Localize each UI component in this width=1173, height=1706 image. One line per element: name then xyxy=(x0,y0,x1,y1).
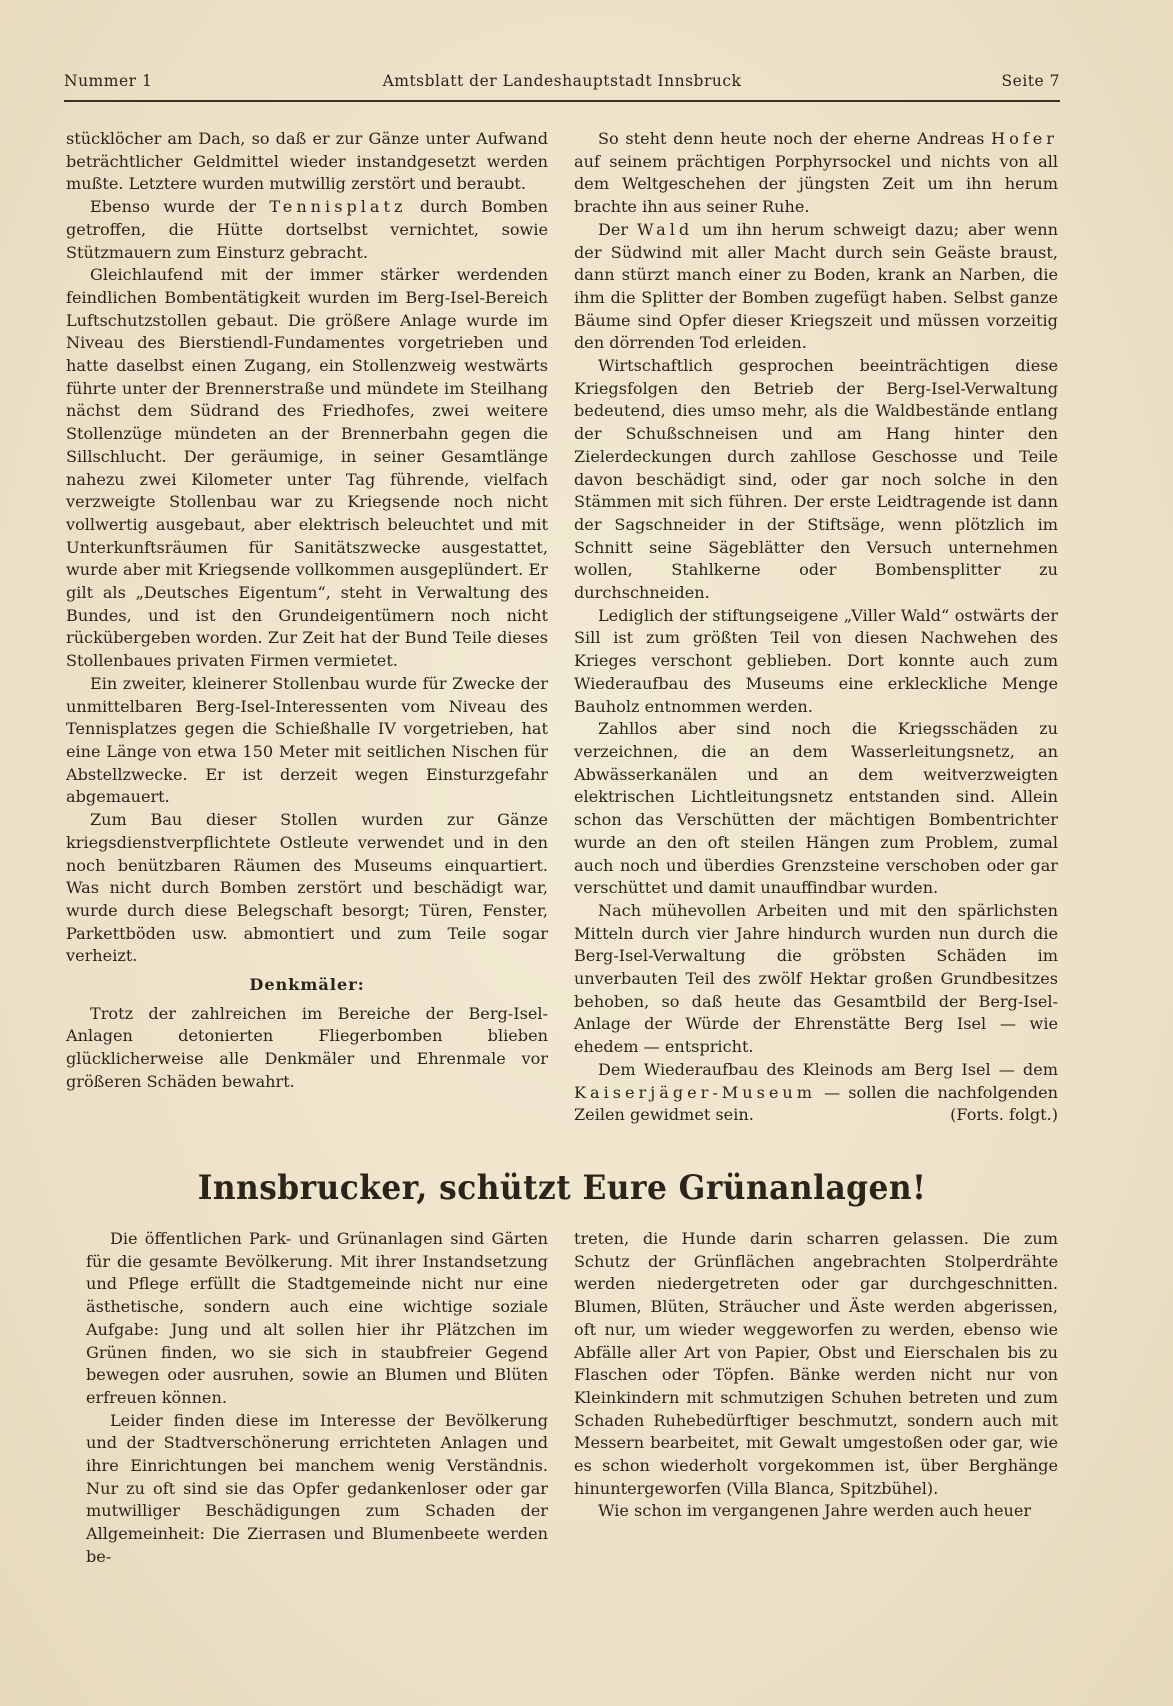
article2-headline: Innsbrucker, schützt Eure Grünanlagen! xyxy=(197,1168,927,1208)
paragraph: Zum Bau dieser Stollen wurden zur Gänze kriegsdienstverpflichtete Ostleute verwendet und in den noch benützbaren Räumen des Museums einquartiert. Was nicht durch Bomben zerstört und beschädigt war, wurde durch diese Belegschaft besorgt; Türen, Fenster, Parkettböden usw. abmontiert und zum Teile sogar verheizt. xyxy=(66,810,548,966)
paragraph: treten, die Hunde darin scharren gelassen. Die zum Schutz der Grünflächen angebrachten Stolperdrähte werden niedergetreten oder gar durchgeschnitten. Blumen, Blüten, Sträucher und Äste werden abgerissen, oft nur, um wieder weggeworfen zu werden, ebenso wie Abfälle aller Art von Papier, Obst und Eierschalen bis zu Flaschen oder Töpfen. Bänke werden nicht nur von Kleinkindern mit schmutzigen Schuhen betreten und zum Schaden Ruhebedürftiger beschmutzt, sondern auch mit Messern bearbeitet, mit Gewalt umgestoßen oder gar, wie es schon wiederholt vorgekommen ist, über Berghänge hinuntergeworfen (Villa Blanca, Spitzbühel). xyxy=(574,1229,1058,1498)
paragraph: Wirtschaftlich gesprochen beeinträchtigen diese Kriegsfolgen den Betrieb der Berg-Isel-Verwaltung bedeutend, dies umso mehr, als die Waldbestände entlang der Schußschneisen und am Hang hinter den Zielerdeckungen durch zahllose Geschosse und Teile davon beschädigt sind, oder gar noch solche in den Stämmen mit sich führen. Der erste Leidtragende ist dann der Sagschneider in der Stiftsäge, wenn plötzlich im Schnitt seine Sägeblätter den Versuch unternehmen wollen, Stahlkerne oder Bombensplitter zu durchschneiden. xyxy=(574,356,1058,603)
paragraph: Ein zweiter, kleinerer Stollenbau wurde für Zwecke der unmittelbaren Berg-Isel-Interessenten vom Niveau des Tennisplatzes gegen die Schießhalle IV vorgetrieben, hat eine Länge von etwa 150 Meter mit seitlichen Nischen für Abstellzwecke. Er ist derzeit wegen Einsturzgefahr abgemauert. xyxy=(66,673,548,807)
article2-column-left xyxy=(86,1228,548,1569)
paragraph xyxy=(574,128,1058,219)
continuation-note: (Forts. folgt.) xyxy=(950,1105,1058,1125)
paragraph: Leider finden diese im Interesse der Bevölkerung und der Stadtverschönerung errichteten Anlagen und ihre Einrichtungen bei manchem wenig Verständnis. Nur zu oft sind sie das Opfer gedankenloser oder gar mutwilliger Beschädigungen zum Schaden der Allgemeinheit: Die Zierrasen und Blumenbeete werden be- xyxy=(86,1410,548,1566)
emphasized-term: Tennisplatz xyxy=(269,197,407,217)
text-run: um ihn herum schweigt dazu; aber wenn der Südwind mit aller Macht durch sein Geäste braust, dann stürzt manch einer zu Boden, krank an Narben, die ihm die Splitter der Bomben zugefügt haben. Selbst ganze Bäume sind Opfer dieser Kriegszeit und müssen vorzeitig den dörrenden Tod erleiden. xyxy=(574,219,1058,353)
text-run: Der xyxy=(598,219,637,239)
paragraph xyxy=(574,219,1058,355)
paragraph xyxy=(66,196,548,264)
page-number: Seite 7 xyxy=(1001,72,1060,90)
article1-column-right xyxy=(574,128,1058,1127)
paragraph: Die öffentlichen Park- und Grünanlagen sind Gärten für die gesamte Bevölkerung. Mit ihrer Instandsetzung und Pflege erfüllt die Stadtgemeinde nicht nur eine ästhetische, sondern auch eine wichtige soziale Aufgabe: Jung und alt sollen hier ihr Plätzchen im Grünen finden, wo sie sich in staubfreier Gegend bewegen oder ausruhen, sowie an Blumen und Blüten erfreuen können. xyxy=(86,1229,548,1407)
section-subheading: Denkmäler: xyxy=(249,975,365,995)
issue-number: Nummer 1 xyxy=(64,72,153,90)
paragraph xyxy=(574,1059,1058,1127)
paragraph: stücklöcher am Dach, so daß er zur Gänze unter Aufwand beträchtlicher Geldmittel wieder instandgesetzt werden mußte. Letztere wurden mutwillig zerstört und beraubt. xyxy=(66,129,548,194)
paragraph: Gleichlaufend mit der immer stärker werdenden feindlichen Bombentätigkeit wurden im Berg-Isel-Bereich Luftschutzstollen gebaut. Die größere Anlage wurde im Niveau des Bierstiendl-Fundamentes vorgetrieben und hatte daselbst einen Zugang, ein Stollenzweig westwärts führte unter der Brennerstraße und mündete im Steilhang nächst dem Südrand des Friedhofes, zwei weitere Stollenzüge mündeten an der Brennerbahn gegen die Sillschlucht. Der geräumige, in seiner Gesamtlänge nahezu zwei Kilometer unter Tag führende, vielfach verzweigte Stollenbau war zu Kriegsende noch nicht vollwertig ausgebaut, aber elektrisch beleuchtet und mit Unterkunftsräumen für Sanitätszwecke ausgestattet, wurde aber mit Kriegsende vollkommen ausgeplündert. Er gilt als „Deutsches Eigentum“, steht in Verwaltung des Bundes, und ist den Grundeigentümern noch nicht rückübergeben worden. Zur Zeit hat der Bund Teile dieses Stollenbaues privaten Firmen vermietet. xyxy=(66,265,548,671)
emphasized-term: Hofer xyxy=(991,129,1058,148)
text-run: Ebenso wurde der xyxy=(90,197,270,217)
text-run: So steht denn heute noch der eherne Andreas xyxy=(598,129,992,148)
publication-title: Amtsblatt der Landeshauptstadt Innsbruck xyxy=(382,72,742,90)
page-header xyxy=(64,72,1060,96)
article2-column-right xyxy=(574,1228,1058,1523)
paragraph: Trotz der zahlreichen im Bereiche der Berg-Isel-Anlagen detonierten Fliegerbomben blieben glücklicherweise alle Denkmäler und Ehrenmale vor größeren Schäden bewahrt. xyxy=(66,1003,548,1091)
paragraph: Lediglich der stiftungseigene „Viller Wald“ ostwärts der Sill ist zum größten Teil von diesen Nachwehen des Krieges verschont geblieben. Dort konnte auch zum Wiederaufbau des Museums eine erkleckliche Menge Bauholz entnommen werden. xyxy=(574,605,1058,716)
header-rule xyxy=(64,100,1060,102)
article1-column-left xyxy=(66,128,548,1094)
emphasized-term: Wald xyxy=(636,219,694,239)
text-run: durch Bomben getroffen, die Hütte dortselbst vernichtet, sowie Stützmauern zum Einsturz gebracht. xyxy=(66,197,548,262)
text-run: auf seinem prächtigen Porphyrsockel und nichts von all dem Weltgeschehen der jüngsten Zeit um ihn herum brachte ihn aus seiner Ruhe. xyxy=(574,151,1058,217)
paragraph: Wie schon im vergangenen Jahre werden auch heuer xyxy=(598,1501,1032,1521)
text-run: — sollen die nachfolgenden Zeilen gewidmet sein. xyxy=(574,1082,1058,1125)
paragraph: Zahllos aber sind noch die Kriegsschäden zu verzeichnen, die an dem Wasserleitungsnetz, an Abwässerkanälen und an dem weitverzweigten elektrischen Lichtleitungsnetz entstanden sind. Allein schon das Verschütten der mächtigen Bombentrichter wurde an den oft steilen Hängen zum Problem, zumal auch noch und überdies Grenzsteine verschoben oder gar verschüttet und damit unauffindbar wurden. xyxy=(574,719,1058,898)
paragraph: Nach mühevollen Arbeiten und mit den spärlichsten Mitteln durch vier Jahre hindurch wurden nun durch die Berg-Isel-Verwaltung die gröbsten Schäden im unverbauten Teil des zwölf Hektar großen Grundbesitzes behoben, so daß heute das Gesamtbild der Berg-Isel-Anlage der Würde der Ehrenstätte Berg Isel — wie ehedem — entspricht. xyxy=(574,900,1058,1057)
emphasized-term: Kaiserjäger-Museum xyxy=(574,1082,817,1102)
text-run: Dem Wiederaufbau des Kleinods am Berg Isel — dem xyxy=(598,1059,1058,1079)
